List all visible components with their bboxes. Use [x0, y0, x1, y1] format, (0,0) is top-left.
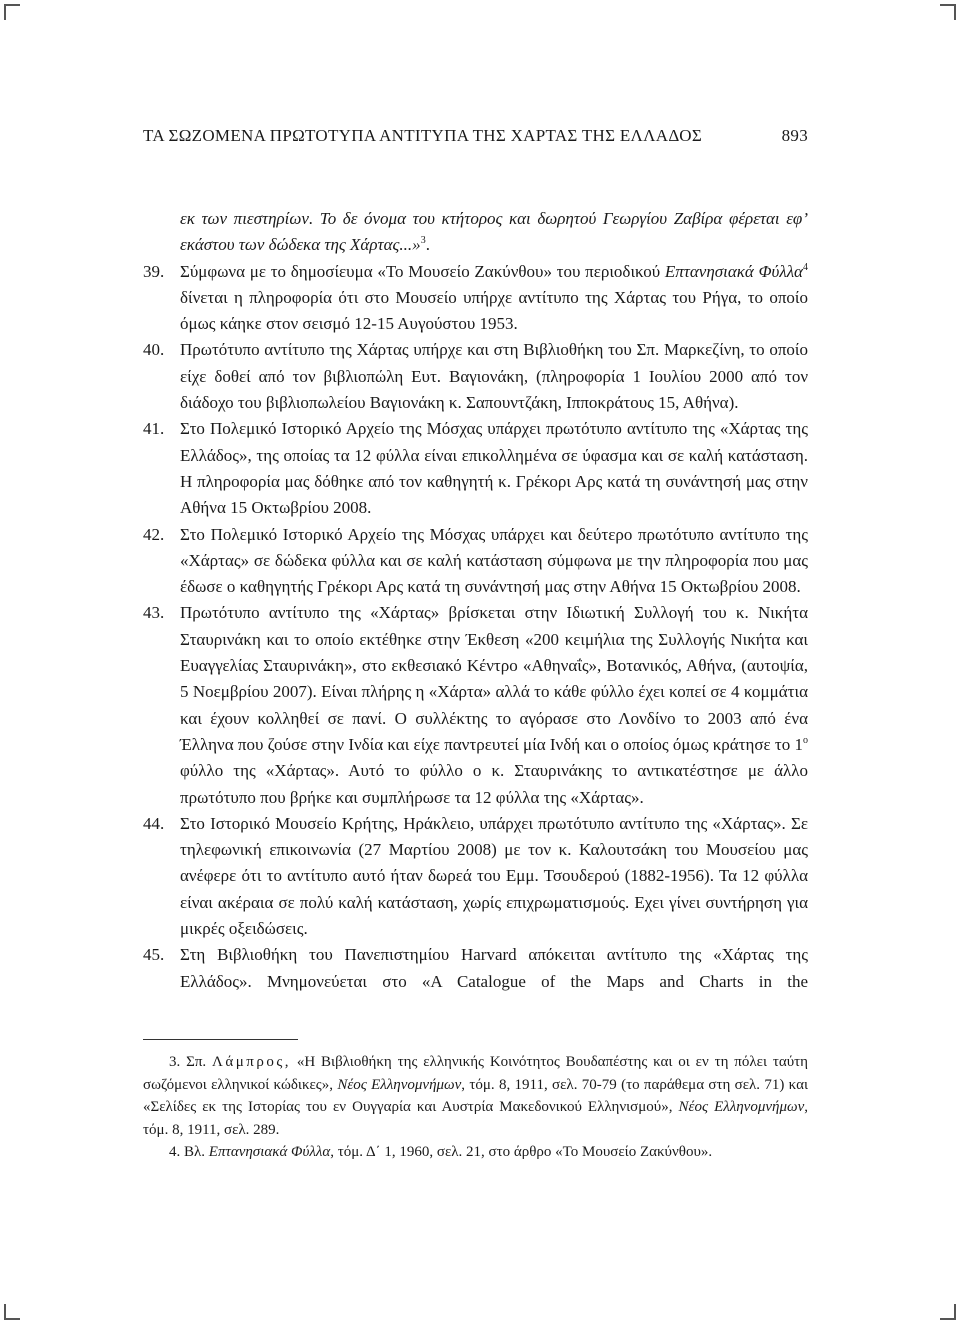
- entry-text-part: δίνεται η πληροφορία ότι στο Μουσείο υπήρχε αντίτυπο της Χάρτας του Ρήγα, το οποίο όμως κάηκε στον σεισμό 12-15 Αυγούστου 1953.: [180, 287, 808, 334]
- running-header: [143, 126, 808, 146]
- entry-text-part: φύλλο της «Χάρτας». Αυτό το φύλλο ο κ. Σταυρινάκης το αντικατέστησε με άλλο πρωτότυπο που βρήκε και συμπλήρωσε τα 12 φύλλα της «Χάρτας».: [180, 761, 808, 807]
- entry-text: Στη Βιβλιοθήκη του Πανεπιστημίου Harvard απόκειται αντίτυπο της «Χάρτας της Ελλάδος». Μνημονεύεται στο «A Catalogue of the Maps and Charts in the: [180, 945, 808, 991]
- crop-mark-top-right: [940, 4, 956, 20]
- footnote-label: 3. Σπ.: [169, 1054, 207, 1070]
- entry-text: Στο Πολεμικό Ιστορικό Αρχείο της Μόσχας υπάρχει πρωτότυπο αντίτυπο της «Χάρτας της Ελλάδος», της οποίας τα 12 φύλλα είναι επικολλημένα σε ύφασμα και σε καλή κατάσταση. Η πληροφορία μας δόθηκε από τον καθηγητή κ. Γρέκορι Αρς κατά τη συνάντησή μας στην Αθήνα 15 Οκτωβρίου 2008.: [180, 419, 808, 518]
- entry-40: [143, 337, 808, 416]
- footnote-4: [143, 1141, 808, 1164]
- entry-41: [143, 416, 808, 521]
- entry-44: [143, 811, 808, 942]
- entry-number: 43.: [143, 603, 165, 623]
- entry-text-part: Πρωτότυπο αντίτυπο της «Χάρτας» βρίσκεται στην Ιδιωτική Συλλογή του κ. Νικήτα Σταυρινάκη και το οποίο εκτέθηκε στην Έκθεση «200 κειμήλια της Συλλογής Νικήτα και Ευαγγελίας Σταυρινάκη», στο εκθεσιακό Κέντρο «Αθηναΐς», Βοτανικός, Αθήνα, (αυτοψία, 5 Νοεμβρίου 2007). Είναι πλήρης η «Χάρτα» αλλά το κάθε φύλλο έχει κοπεί σε 4 κομμάτια και έχουν κολληθεί σε πανί. Ο συλλέκτης το αγόρασε στο Λονδίνο το 2003 από ένα Έλληνα που ζούσε στην Ινδία και είχε παντρευτεί μία Ινδή και ο οποίος όμως κράτησε το 1: [180, 603, 808, 754]
- entry-number: 41.: [143, 419, 165, 439]
- entry-text-part: Σύμφωνα με το δημοσίευμα «Το Μουσείο Ζακύνθου» του περιοδικού: [180, 261, 665, 281]
- entry-number: 42.: [143, 524, 165, 544]
- footnote-separator: [143, 1039, 298, 1040]
- footnote-ref-3[interactable]: 3: [420, 235, 426, 247]
- entry-39: [143, 259, 808, 338]
- entry-number: 44.: [143, 813, 165, 833]
- entry-number: 45.: [143, 945, 165, 965]
- continuation-paragraph: [143, 206, 808, 259]
- footnote-author: Λάμπρος,: [212, 1054, 292, 1070]
- journal-title: Επτανησιακά Φύλλα: [664, 261, 803, 281]
- entry-text: Στο Πολεμικό Ιστορικό Αρχείο της Μόσχας υπάρχει και δεύτερο πρωτότυπο αντίτυπο της «Χάρτας» σε δώδεκα φύλλα και σε καλή κατάσταση σύμφωνα με την πληροφορία που μας έδωσε ο καθηγητής Γρέκορι Αρς κατά τη συνάντησή μας στην Αθήνα 15 Οκτωβρίου 2008.: [180, 524, 808, 597]
- entry-text: Πρωτότυπο αντίτυπο της Χάρτας υπήρχε και στη Βιβλιοθήκη του Σπ. Μαρκεζίνη, το οποίο είχε δοθεί από τον βιβλιοπώλη Ευτ. Βαγιονάκη, (πληροφορία 1 Ιουλίου 2000 από τον διάδοχο του βιβλιοπωλείου Βαγιονάκη κ. Σαπουντζάκη, Ιπποκράτους 15, Αθήνα).: [180, 340, 808, 413]
- entry-43: [143, 600, 808, 810]
- crop-mark-top-left: [4, 4, 20, 20]
- entry-number: 40.: [143, 340, 165, 360]
- footnote-label: 4. Βλ.: [169, 1144, 209, 1160]
- continuation-text: εκ των πιεστηρίων. Το δε όνομα του κτήτορος και δωρητού Γεωργίου Ζαβίρα φέρεται εφ’ εκάστου των δώδεκα της Χάρτας...»: [180, 209, 808, 255]
- entry-45: [143, 942, 808, 995]
- journal-title: Επτανησιακά Φύλλα: [208, 1144, 331, 1160]
- crop-mark-bottom-right: [940, 1304, 956, 1320]
- ordinal-superscript: ο: [803, 734, 809, 746]
- crop-mark-bottom-left: [4, 1304, 20, 1320]
- footnotes: [143, 1051, 808, 1164]
- entry-text: [180, 600, 808, 810]
- entry-42: [143, 522, 808, 601]
- page-number: 893: [781, 126, 808, 145]
- footnote-3: [143, 1051, 808, 1141]
- footnote-text: , τόμ. Δ΄ 1, 1960, σελ. 21, στο άρθρο «Το Μουσείο Ζακύνθου».: [330, 1144, 713, 1160]
- footnote-text: , τόμ. 8, 1911, σελ. 289.: [143, 1099, 808, 1138]
- running-title: ΤΑ ΣΩΖΟΜΕΝΑ ΠΡΩΤΟΤΥΠΑ ΑΝΤΙΤΥΠΑ ΤΗΣ ΧΑΡΤΑΣ ΤΗΣ ΕΛΛΑΔΟΣ: [143, 126, 703, 145]
- journal-title: Νέος Ελληνομνήμων: [678, 1099, 805, 1115]
- footnote-text: «Η Βιβλιοθήκη της ελληνικής Κοινότητος Βουδαπέστης και οι εν τη πόλει ταύτη σωζόμενοι ελληνικοί κώδικες»,: [143, 1054, 809, 1093]
- footnote-text: , τόμ. 8, 1911, σελ. 70-79 (το παράθεμα στη σελ. 71) και «Σελίδες εκ της Ιστορίας του εν Ουγγαρία και Αυστρία Μακεδονικού Ελληνισμού»,: [143, 1076, 808, 1115]
- entry-text: [180, 259, 808, 338]
- entry-number: 39.: [143, 261, 165, 281]
- entry-text: Στο Ιστορικό Μουσείο Κρήτης, Ηράκλειο, υπάρχει πρωτότυπο αντίτυπο της «Χάρτας». Σε τηλεφωνική επικοινωνία (27 Μαρτίου 2008) με τον κ. Καλουτσάκη του Μουσείου μας ανέφερε ότι το αντίτυπο αυτό ήταν δωρεά του Εμμ. Τσουδερού (1882-1956). Τα 12 φύλλα είναι ακέραια σε πολύ καλή κατάσταση, χωρίς επιχρωματισμούς. Εχει γίνει συντήρηση για μικρές οξειδώσεις.: [180, 813, 808, 939]
- main-text: [143, 206, 808, 995]
- footnote-ref-4[interactable]: 4: [802, 261, 808, 273]
- journal-title: Νέος Ελληνομνήμων: [337, 1076, 462, 1093]
- continuation-end: .: [425, 235, 430, 255]
